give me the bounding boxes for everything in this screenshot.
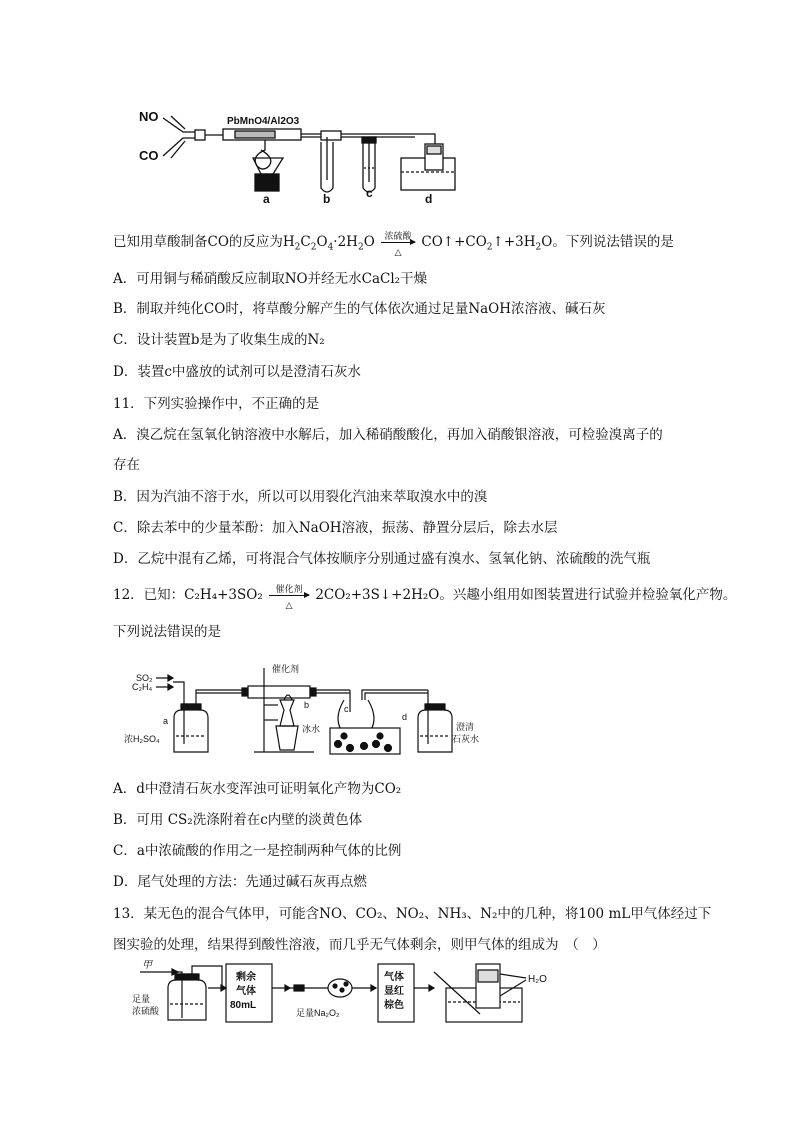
q10-option-c: C．设计装置b是为了收集生成的N₂ (113, 332, 325, 348)
q12-option-d: D．尾气处理的方法：先通过碱石灰再点燃 (113, 874, 367, 890)
fig2-limewater-label-2: 石灰水 (452, 734, 480, 744)
fig1-a-label: a (263, 192, 270, 206)
q11-option-c: C．除去苯中的少量苯酚：加入NaOH溶液，振荡、静置分层后，除去水层 (113, 520, 558, 536)
fig1-no-label: NO (139, 109, 159, 124)
fig2-ice-label: 冰水 (302, 724, 321, 734)
reaction-condition-arrow: $\frac{\text{浓硫酸}}{\triangle}$ (381, 233, 415, 253)
q13-stem-line2: 图实验的处理，结果得到酸性溶液，而几乎无气体剩余，则甲气体的组成为 （ ） (113, 937, 606, 953)
q13-stem-line1: 13．某无色的混合气体甲，可能含NO、CO₂、NO₂、NH₃、N₂中的几种，将100 mL甲气体经过下 (113, 906, 712, 922)
apparatus-figure-1 (135, 102, 470, 210)
fig3-acid-label-2: 浓硫酸 (132, 1006, 160, 1016)
apparatus-figure-3 (130, 958, 570, 1028)
q11-stem: 11．下列实验操作中，不正确的是 (113, 396, 320, 412)
q11-option-b: B．因为汽油不溶于水，所以可以用裂化汽油来萃取溴水中的溴 (113, 489, 488, 505)
fig3-box2-line3: 棕色 (384, 1000, 404, 1011)
fig1-d-label: d (425, 192, 433, 206)
fig3-box1-line1: 剩余 (236, 972, 256, 983)
q11-option-a: A．溴乙烷在氢氧化钠溶液中水解后，加入稀硝酸酸化，再加入硝酸银溶液，可检验溴离子的 (113, 427, 663, 443)
q10-option-d: D．装置c中盛放的试剂可以是澄清石灰水 (113, 364, 361, 380)
fig3-box1-line2: 气体 (236, 986, 256, 997)
apparatus-figure-2 (118, 660, 488, 760)
q10-option-a: A．可用铜与稀硝酸反应制取NO并经无水CaCl₂干燥 (113, 271, 428, 287)
fig2-d-label: d (402, 712, 408, 722)
fig2-c-label: c (344, 704, 349, 714)
reaction-condition-arrow-2: $\frac{\text{催化剂}}{\triangle}$ (269, 586, 309, 606)
fig1-b-label: b (323, 192, 331, 206)
fig2-c2h4-label: C₂H₄ (132, 682, 153, 692)
fig2-catalyst-label: 催化剂 (272, 664, 300, 674)
fig3-acid-label-1: 足量 (132, 994, 151, 1004)
fig3-box2-line2: 显红 (384, 986, 404, 997)
fig3-box1-line3: 80mL (230, 1000, 257, 1011)
fig2-a-label: a (163, 716, 169, 726)
q11-option-a-cont: 存在 (113, 457, 140, 473)
q12-option-a: A．d中澄清石灰水变浑浊可证明氧化产物为CO₂ (113, 781, 402, 797)
q11-option-d: D．乙烷中混有乙烯，可将混合气体按顺序分别通过盛有溴水、氢氧化钠、浓硫酸的洗气瓶 (113, 551, 651, 567)
fig3-jia-label: 甲 (142, 960, 152, 971)
q12-stem-line2: 下列说法错误的是 (113, 624, 221, 640)
q10-stem: 已知用草酸制备CO的反应为$H_2C_2O_4\cdot 2H_2O$ $\frac{\text{浓硫酸}}{\triangle}$ $CO↑+CO_2↑+3H_2O$。下列说法错误的是 (113, 231, 674, 258)
fig2-b-label: b (304, 700, 310, 710)
fig2-so2-label: SO₂ (136, 673, 153, 683)
q10-option-b: B．制取并纯化CO时，将草酸分解产生的气体依次通过足量NaOH浓溶液、碱石灰 (113, 301, 606, 317)
fig3-box2-line1: 气体 (384, 972, 404, 983)
q12-option-b: B．可用 CS₂洗涤附着在c内壁的淡黄色体 (113, 812, 363, 828)
fig3-na2o2-label: 足量Na₂O₂ (296, 1008, 340, 1018)
q12-stem: 12．已知：C₂H₄+3SO₂ $\frac{\text{催化剂}}{\triangle}$ 2CO₂+3S↓+2H₂O。兴趣小组用如图装置进行试验并检验氧化产物。 (113, 584, 737, 611)
fig1-c-label: c (366, 186, 373, 200)
fig1-catalyst-label: PbMnO4/Al2O3 (227, 116, 300, 127)
fig1-co-label: CO (139, 148, 159, 163)
q12-option-c: C．a中浓硫酸的作用之一是控制两种气体的比例 (113, 843, 402, 859)
fig2-h2so4-label: 浓H₂SO₄ (124, 734, 160, 744)
fig2-limewater-label-1: 澄清 (456, 722, 475, 732)
fig3-h2o-label: H₂O (528, 974, 547, 985)
